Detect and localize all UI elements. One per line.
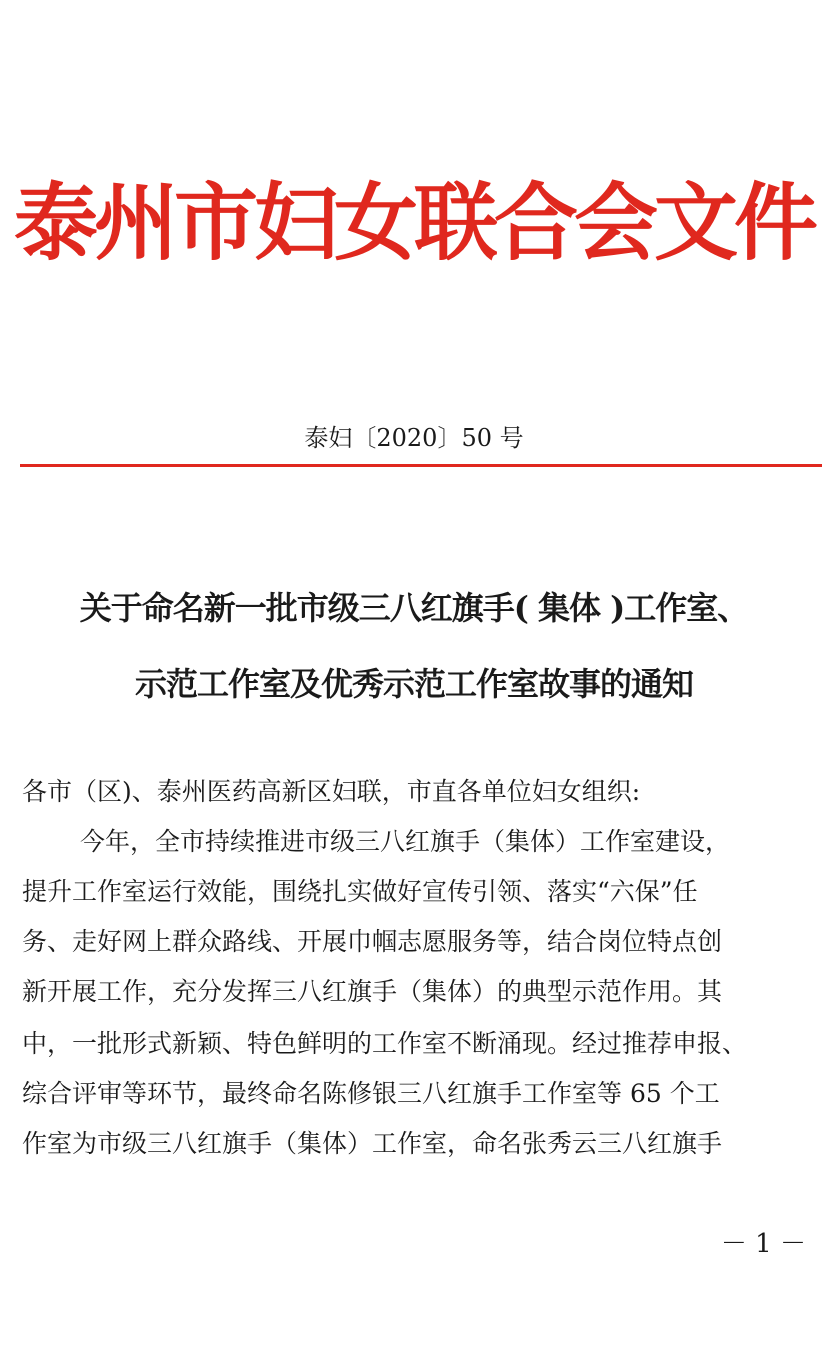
- body-line: 作室为市级三八红旗手（集体）工作室，命名张秀云三八红旗手: [22, 1129, 723, 1158]
- red-divider-line: [20, 464, 822, 467]
- body-line: 提升工作室运行效能，围绕扎实做好宣传引领、落实“六保”任: [22, 877, 698, 906]
- body-line: 综合评审等环节，最终命名陈修银三八红旗手工作室等 65 个工: [22, 1079, 720, 1108]
- document-number: 泰妇〔2020〕50 号: [304, 424, 524, 452]
- salutation: 各市（区)、泰州医药高新区妇联，市直各单位妇女组织:: [22, 777, 641, 806]
- notice-title-line-2: 示范工作室及优秀示范工作室故事的通知: [134, 665, 693, 703]
- body-line: 中，一批形式新颖、特色鲜明的工作室不断涌现。经过推荐申报、: [22, 1029, 748, 1058]
- body-line: 务、走好网上群众路线、开展巾帼志愿服务等，结合岗位特点创: [22, 927, 723, 956]
- masthead-title: 泰州市妇女联合会文件: [13, 173, 814, 272]
- notice-title-line-1: 关于命名新一批市级三八红旗手( 集体 )工作室、: [79, 589, 749, 627]
- body-line: 新开展工作，充分发挥三八红旗手（集体）的典型示范作用。其: [22, 977, 723, 1006]
- body-line: 今年，全市持续推进市级三八红旗手（集体）工作室建设，: [80, 827, 731, 856]
- page-number: － 1 －: [720, 1229, 806, 1259]
